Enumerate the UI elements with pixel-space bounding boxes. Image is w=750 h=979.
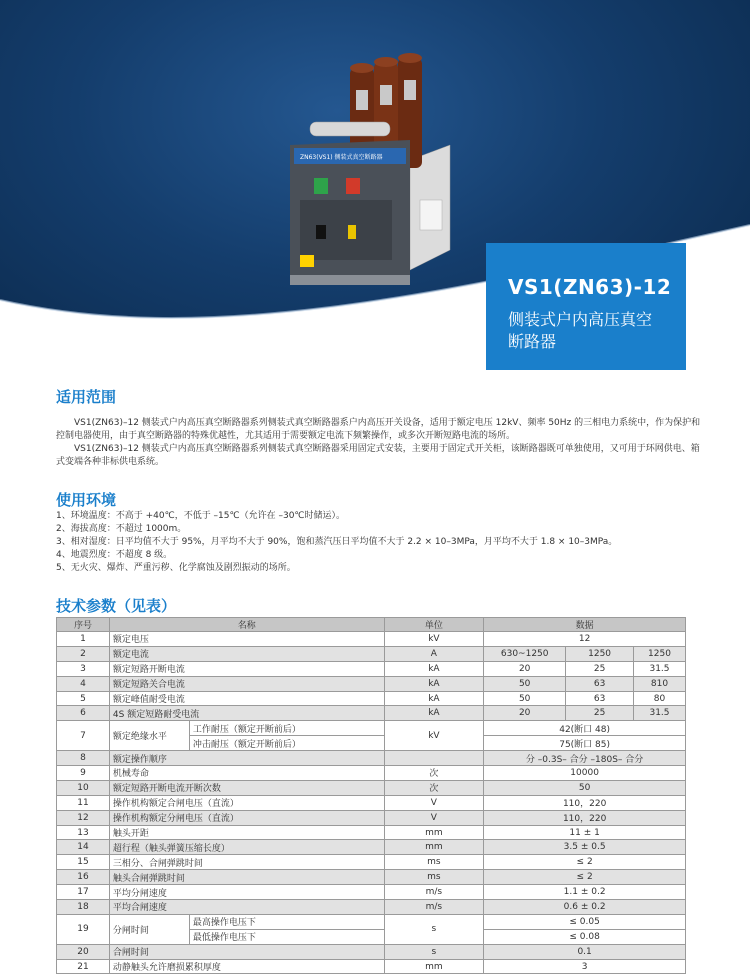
cell: V [384, 795, 484, 810]
cell: 最低操作电压下 [189, 929, 384, 944]
cell: 75(断口 85) [484, 736, 686, 751]
cell: kV [384, 721, 484, 751]
table-header-row [57, 618, 686, 632]
table-row [57, 885, 686, 900]
cell: kA [384, 706, 484, 721]
cell: 机械寿命 [109, 766, 384, 781]
scope-paragraph-2: VS1(ZN63)–12 侧装式户内高压真空断路器系列侧装式真空断路器采用固定式安装，主要用于固定式开关柜，该断路器既可单独使用，又可用于环网供电、箱式变端各种非标供电系统。 [56, 444, 700, 467]
cell: 额定短路开断电流 [109, 661, 384, 676]
cell: ms [384, 870, 484, 885]
cell: 1250 [634, 646, 686, 661]
cell: 110，220 [484, 810, 686, 825]
cell: 额定绝缘水平 [109, 721, 189, 751]
hero-banner [0, 0, 750, 370]
table-row [57, 914, 686, 929]
header-no: 序号 [57, 618, 110, 632]
cell: 16 [57, 870, 110, 885]
cell: 操作机构额定分闸电压（直流） [109, 810, 384, 825]
cell: 20 [484, 661, 566, 676]
cell: 3 [484, 959, 686, 974]
environment-item: 4、地震烈度：不超度 8 级。 [56, 550, 173, 560]
cell: mm [384, 959, 484, 974]
cell: 触头合闸弹跳时间 [109, 870, 384, 885]
table-row [57, 825, 686, 840]
cell: 三相分、合闸弹跳时间 [109, 855, 384, 870]
cell: 0.6 ± 0.2 [484, 900, 686, 915]
cell: 动静触头允许磨损累积厚度 [109, 959, 384, 974]
cell: ≤ 0.05 [484, 914, 686, 929]
product-title-box [486, 243, 686, 370]
cell: 8 [57, 751, 110, 766]
cell: 11 [57, 795, 110, 810]
cell: 15 [57, 855, 110, 870]
environment-item: 1、环境温度：不高于 +40℃，不低于 –15℃（允许在 –30℃时储运）。 [56, 511, 346, 521]
cell: 25 [566, 706, 634, 721]
cell: 50 [484, 780, 686, 795]
cell: 50 [484, 691, 566, 706]
cell: s [384, 944, 484, 959]
cell: 次 [384, 766, 484, 781]
cell: 20 [484, 706, 566, 721]
cell: 额定短路关合电流 [109, 676, 384, 691]
cell: 额定短路开断电流开断次数 [109, 780, 384, 795]
cell: s [384, 914, 484, 944]
cell: 110，220 [484, 795, 686, 810]
cell: 11 ± 1 [484, 825, 686, 840]
table-row [57, 676, 686, 691]
cell: 1250 [566, 646, 634, 661]
environment-item: 3、相对湿度：日平均值不大于 95%，月平均不大于 90%，饱和蒸汽压日平均值不大于 2.2 × 10–3MPa，月平均不大于 1.8 × 10–3MPa。 [56, 537, 618, 547]
cell: kA [384, 691, 484, 706]
cell: mm [384, 825, 484, 840]
product-name: 侧装式户内高压真空断路器 [508, 310, 653, 351]
cell: 7 [57, 721, 110, 751]
table-row [57, 751, 686, 766]
environment-item: 5、无火灾、爆炸、严重污秽、化学腐蚀及剧烈振动的场所。 [56, 563, 296, 573]
cell: 13 [57, 825, 110, 840]
cell: 0.1 [484, 944, 686, 959]
cell: ≤ 0.08 [484, 929, 686, 944]
parameters-table [56, 617, 686, 974]
cell: 额定峰值耐受电流 [109, 691, 384, 706]
header-unit: 单位 [384, 618, 484, 632]
section-title-scope: 适用范围 [56, 388, 117, 406]
table-row [57, 810, 686, 825]
cell: 2 [57, 646, 110, 661]
table-row [57, 661, 686, 676]
cell: 63 [566, 676, 634, 691]
section-title-environment: 使用环境 [56, 491, 117, 509]
cell: ≤ 2 [484, 855, 686, 870]
cell: 4 [57, 676, 110, 691]
cell: 额定电压 [109, 632, 384, 647]
cell: 21 [57, 959, 110, 974]
cell: 3 [57, 661, 110, 676]
cell: 20 [57, 944, 110, 959]
cell: 次 [384, 780, 484, 795]
cell: 6 [57, 706, 110, 721]
cell [384, 751, 484, 766]
table-row [57, 944, 686, 959]
product-model: VS1(ZN63)-12 [508, 275, 672, 299]
cell: 63 [566, 691, 634, 706]
cell: 10 [57, 780, 110, 795]
cell: 5 [57, 691, 110, 706]
table-row [57, 900, 686, 915]
cell: 12 [57, 810, 110, 825]
cell: 平均合闸速度 [109, 900, 384, 915]
cell: 分闸时间 [109, 914, 189, 944]
table-row [57, 691, 686, 706]
cell: 超行程（触头弹簧压缩长度） [109, 840, 384, 855]
table-row [57, 840, 686, 855]
cell: kA [384, 676, 484, 691]
cell: 触头开距 [109, 825, 384, 840]
cell: 工作耐压（额定开断前后） [189, 721, 384, 736]
cell: 最高操作电压下 [189, 914, 384, 929]
cell: 25 [566, 661, 634, 676]
cell: 分 –0.3S– 合分 –180S– 合分 [484, 751, 686, 766]
section-title-params: 技术参数（见表） [56, 597, 177, 615]
cell: 1.1 ± 0.2 [484, 885, 686, 900]
cell: m/s [384, 900, 484, 915]
table-row [57, 646, 686, 661]
cell: V [384, 810, 484, 825]
cell: 31.5 [634, 661, 686, 676]
cell: 14 [57, 840, 110, 855]
table-row [57, 870, 686, 885]
cell: 31.5 [634, 706, 686, 721]
cell: 630~1250 [484, 646, 566, 661]
cell: 9 [57, 766, 110, 781]
cell: 1 [57, 632, 110, 647]
header-data: 数据 [484, 618, 686, 632]
cell: kA [384, 661, 484, 676]
cell: 10000 [484, 766, 686, 781]
cell: 4S 额定短路耐受电流 [109, 706, 384, 721]
table-row [57, 795, 686, 810]
scope-paragraph-1: VS1(ZN63)–12 侧装式户内高压真空断路器系列侧装式真空断路器系户内高压开关设备，适用于额定电压 12kV、频率 50Hz 的三相电力系统中，作为保护和控制电器使用，由于真空断路器的特殊优越性，尤其适用于需要额定电流下频繁操作，或多次开断短路电流的场所。 [56, 418, 701, 441]
cell: 17 [57, 885, 110, 900]
cell: 810 [634, 676, 686, 691]
cell: ≤ 2 [484, 870, 686, 885]
table-row [57, 855, 686, 870]
cell: 80 [634, 691, 686, 706]
cell: 额定电流 [109, 646, 384, 661]
environment-list [56, 510, 701, 575]
cell: A [384, 646, 484, 661]
table-row [57, 721, 686, 736]
cell: 操作机构额定合闸电压（直流） [109, 795, 384, 810]
table-row [57, 706, 686, 721]
cell: 50 [484, 676, 566, 691]
cell: 3.5 ± 0.5 [484, 840, 686, 855]
header-name: 名称 [109, 618, 384, 632]
table-row [57, 766, 686, 781]
cell: 额定操作顺序 [109, 751, 384, 766]
cell: 平均分闸速度 [109, 885, 384, 900]
cell: kV [384, 632, 484, 647]
cell: mm [384, 840, 484, 855]
cell: ms [384, 855, 484, 870]
environment-item: 2、海拔高度：不超过 1000m。 [56, 524, 187, 534]
table-row [57, 632, 686, 647]
cell: m/s [384, 885, 484, 900]
cell: 12 [484, 632, 686, 647]
table-row [57, 780, 686, 795]
circuit-breaker-image [280, 50, 460, 290]
table-row [57, 959, 686, 974]
cell: 18 [57, 900, 110, 915]
cell: 42(断口 48) [484, 721, 686, 736]
cell: 合闸时间 [109, 944, 384, 959]
nameplate: ZN63(VS1) 侧装式真空断路器 [300, 154, 383, 161]
cell: 冲击耐压（额定开断前后） [189, 736, 384, 751]
cell: 19 [57, 914, 110, 944]
scope-text [56, 417, 701, 469]
